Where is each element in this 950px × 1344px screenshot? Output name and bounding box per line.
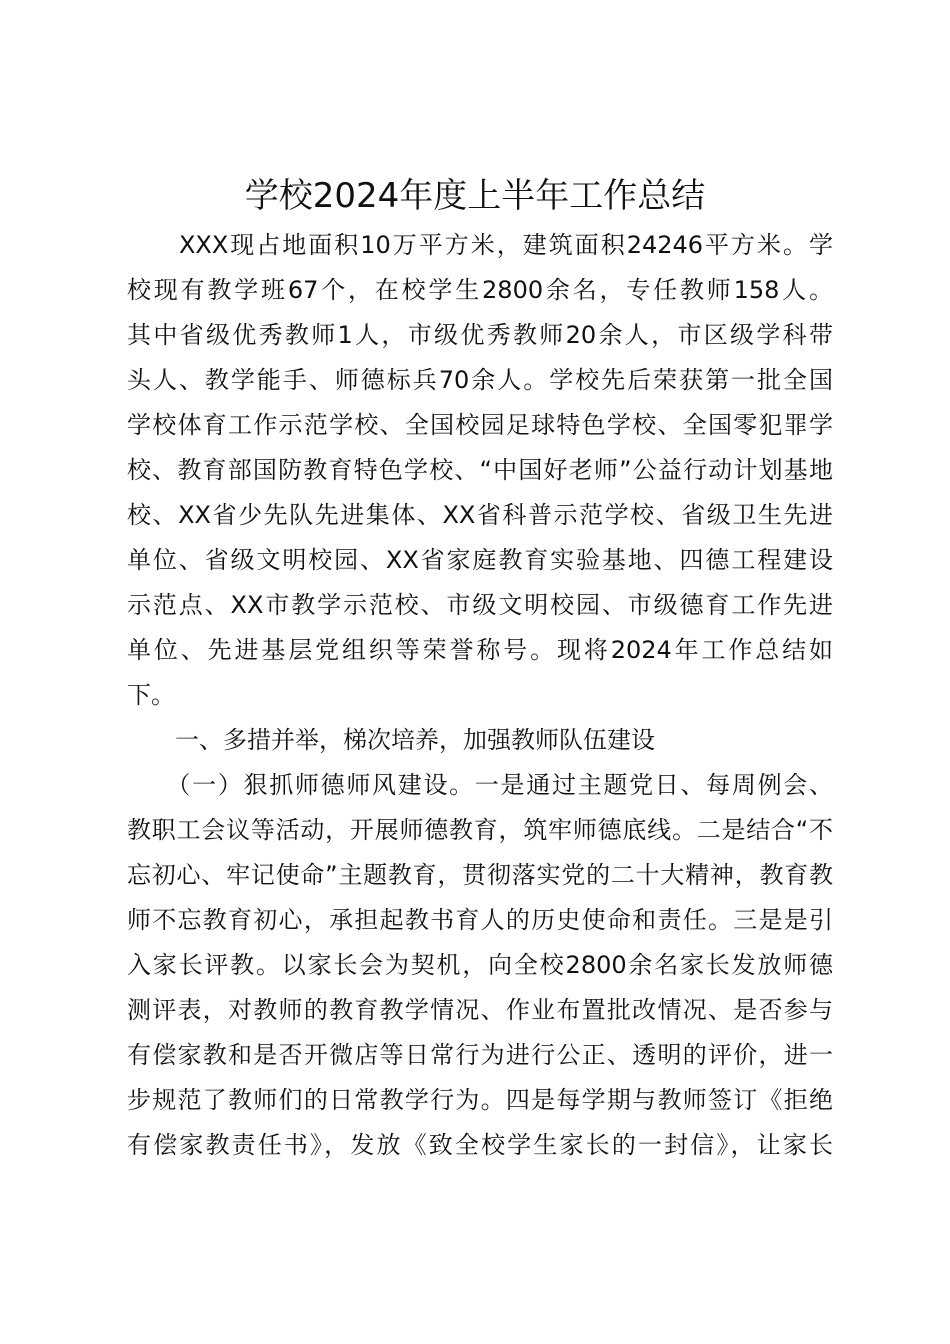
body-line-3: 其中省级优秀教师1人，市级优秀教师20余人，市区级学科带 (127, 321, 833, 349)
body-line-5: 学校体育工作示范学校、全国校园足球特色学校、全国零犯罪学 (127, 411, 833, 439)
document-title: 学校2024年度上半年工作总结 (244, 176, 706, 216)
body-line-18: 有偿家教和是否开微店等日常行为进行公正、透明的评价，进一 (127, 1041, 833, 1069)
body-line-12: （一）狠抓师德师风建设。一是通过主题党日、每周例会、 (127, 771, 833, 799)
body-line-1: XXX现占地面积10万平方米，建筑面积24246平方米。学 (127, 231, 833, 259)
body-line-14: 忘初心、牢记使命”主题教育，贯彻落实党的二十大精神，教育教 (127, 861, 833, 889)
body-line-8: 单位、省级文明校园、XX省家庭教育实验基地、四德工程建设 (127, 546, 833, 574)
body-line-10: 单位、先进基层党组织等荣誉称号。现将2024年工作总结如 (127, 636, 833, 664)
body-line-13: 教职工会议等活动，开展师德教育，筑牢师德底线。二是结合“不 (127, 816, 833, 844)
body-line-6: 校、教育部国防教育特色学校、“中国好老师”公益行动计划基地 (127, 456, 833, 484)
body-line-16: 入家长评教。以家长会为契机，向全校2800余名家长发放师德 (127, 951, 833, 979)
body-line-9: 示范点、XX市教学示范校、市级文明校园、市级德育工作先进 (127, 591, 833, 619)
body-line-4: 头人、教学能手、师德标兵70余人。学校先后荣获第一批全国 (127, 366, 833, 394)
body-line-17: 测评表，对教师的教育教学情况、作业布置批改情况、是否参与 (127, 996, 833, 1024)
section-heading-1: 一、多措并举，梯次培养，加强教师队伍建设 (127, 726, 655, 754)
body-line-7: 校、XX省少先队先进集体、XX省科普示范学校、省级卫生先进 (127, 501, 833, 529)
body-line-20: 有偿家教责任书》，发放《致全校学生家长的一封信》，让家长 (127, 1131, 833, 1159)
body-line-19: 步规范了教师们的日常教学行为。四是每学期与教师签订《拒绝 (127, 1086, 833, 1114)
body-line-15: 师不忘教育初心，承担起教书育人的历史使命和责任。三是是引 (127, 906, 833, 934)
body-line-11: 下。 (127, 681, 175, 709)
body-line-2: 校现有教学班67个，在校学生2800余名，专任教师158人。 (127, 276, 833, 304)
